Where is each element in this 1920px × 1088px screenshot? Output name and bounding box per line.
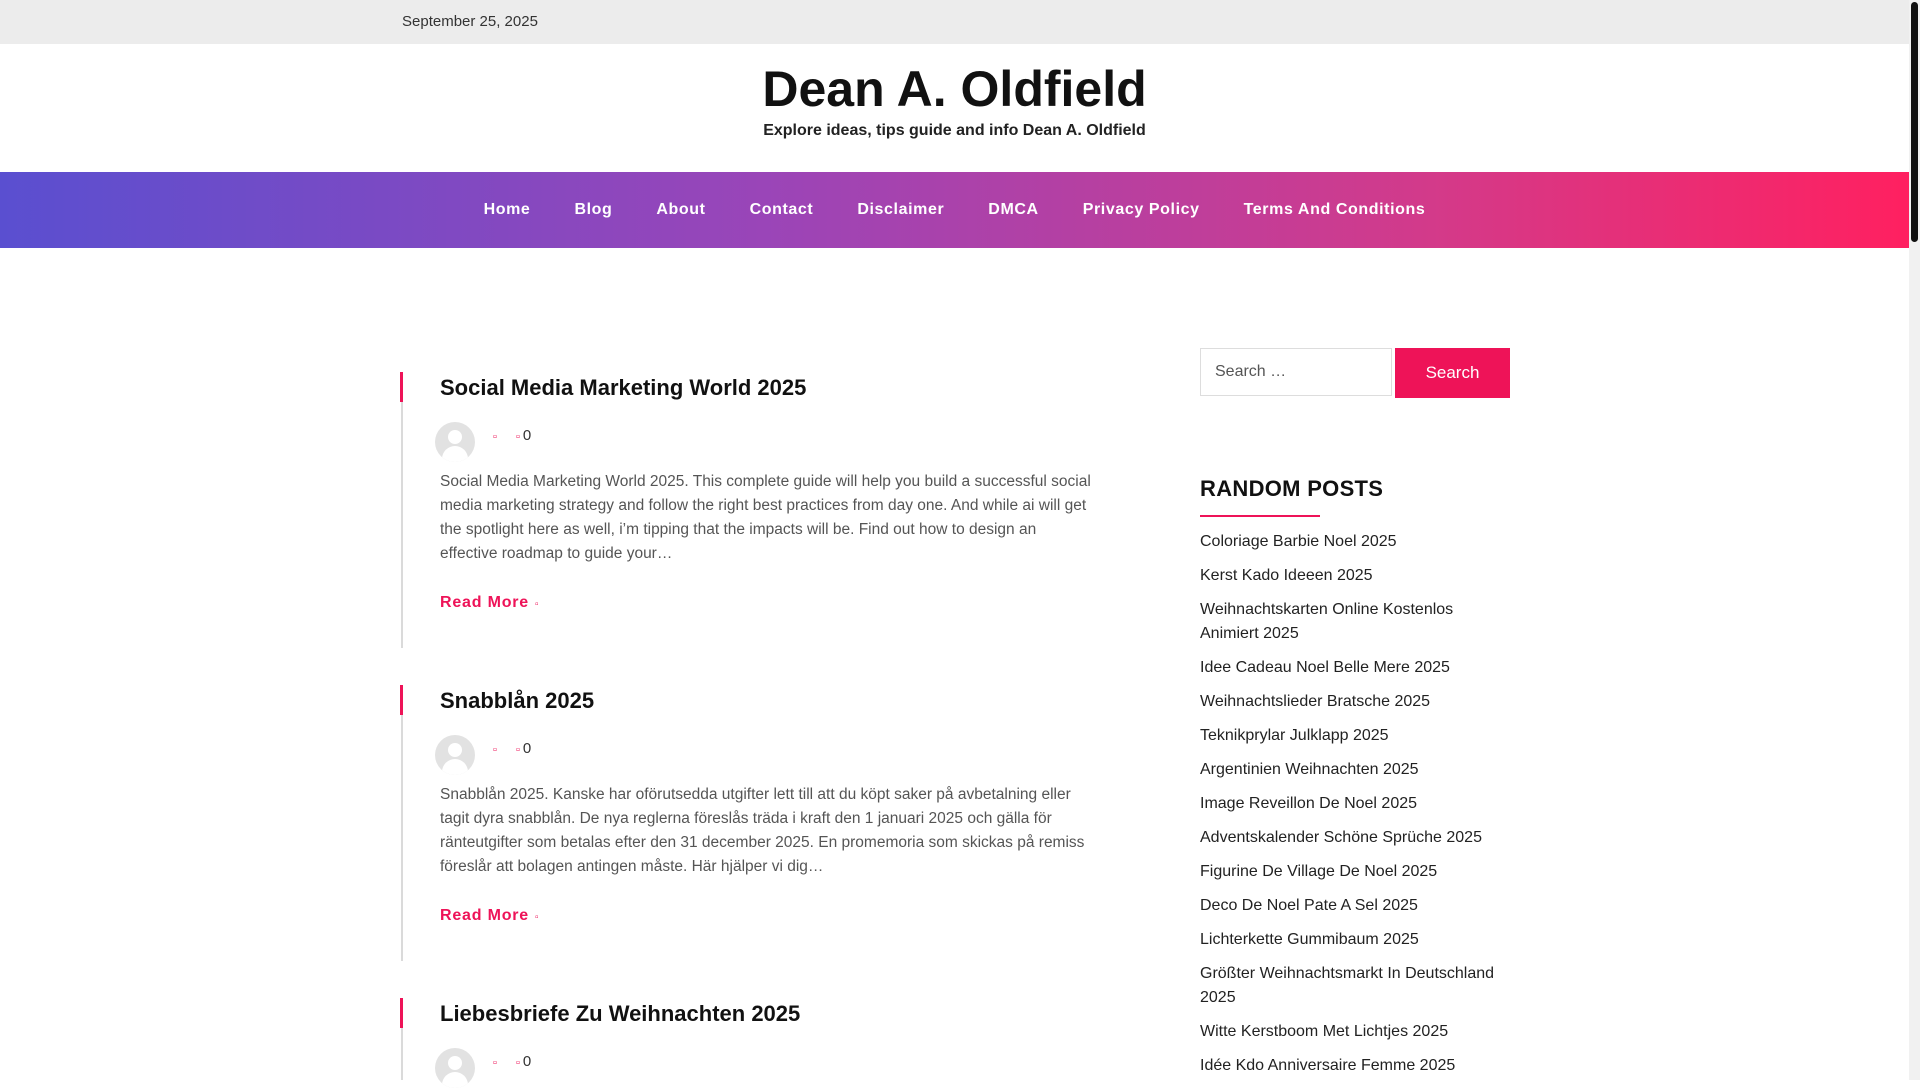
post-accent-bar xyxy=(400,685,403,715)
comment-icon: ▫ xyxy=(516,431,520,443)
avatar-head xyxy=(448,743,462,757)
comment-icon: ▫ xyxy=(516,744,520,756)
post-excerpt: Social Media Marketing World 2025. This complete guide will help you build a successful social media marketing strategy and follow the right best practices from day one. And while ai will get the spotlight here as well, i’m tipping that the impacts will be. Find out how to design an effective roadmap to guide your… xyxy=(440,473,1091,562)
scrollbar-thumb[interactable] xyxy=(1911,2,1918,242)
nav-item-blog[interactable]: Blog xyxy=(574,201,613,218)
avatar-body xyxy=(442,759,468,775)
post-divider-line xyxy=(401,715,403,961)
read-more-link[interactable] xyxy=(440,594,539,612)
post-divider-line xyxy=(401,1028,403,1080)
main-navigation xyxy=(0,172,1909,248)
random-post-link[interactable]: Kerst Kado Ideeen 2025 xyxy=(1200,567,1373,584)
post-title[interactable]: Liebesbriefe Zu Weihnachten 2025 xyxy=(440,1001,801,1026)
comment-count-value: 0 xyxy=(522,1053,532,1070)
random-posts-underline xyxy=(1200,515,1320,517)
avatar-body xyxy=(442,1072,468,1088)
post-excerpt: Snabblån 2025. Kanske har oförutsedda utgifter lett till att du köpt saker på avbetalning eller tagit dyra snabblån. De nya reglerna föreslås träda i kraft den 1 januari 2025 och gälla för ränteutgifter som betalas efter den 31 december 2025. En promemoria som skickas på remiss föreslår att bolagen antingen måste. Här hjälper vi dig… xyxy=(440,786,1085,875)
calendar-icon[interactable]: ▫ xyxy=(493,1057,497,1069)
random-post-link[interactable]: Argentinien Weihnachten 2025 xyxy=(1200,761,1419,778)
avatar-body xyxy=(442,446,468,462)
nav-item-dmca[interactable]: DMCA xyxy=(988,201,1039,218)
comment-count-value: 0 xyxy=(522,740,532,757)
comment-count[interactable] xyxy=(516,427,531,444)
nav-item-privacy-policy[interactable]: Privacy Policy xyxy=(1082,201,1200,218)
page-scrollbar[interactable] xyxy=(1909,0,1920,1080)
random-post-link[interactable]: Adventskalender Schöne Sprüche 2025 xyxy=(1200,829,1482,846)
comment-count[interactable] xyxy=(516,1053,531,1070)
random-post-link[interactable]: Teknikprylar Julklapp 2025 xyxy=(1200,727,1389,744)
avatar-head xyxy=(448,430,462,444)
random-posts-title: RANDOM POSTS xyxy=(1200,476,1384,501)
random-post-link[interactable]: Idée Kdo Anniversaire Femme 2025 xyxy=(1200,1057,1456,1074)
nav-item-contact[interactable]: Contact xyxy=(749,201,814,218)
random-post-link[interactable]: Lichterkette Gummibaum 2025 xyxy=(1200,931,1419,948)
random-post-link[interactable]: Größter Weihnachtsmarkt In Deutschland 2025 xyxy=(1200,965,1495,1006)
avatar-head xyxy=(448,1056,462,1070)
read-more-label: Read More xyxy=(440,594,529,611)
random-post-link[interactable]: Idee Cadeau Noel Belle Mere 2025 xyxy=(1200,659,1450,676)
chevron-right-icon: ▫ xyxy=(535,912,540,923)
author-avatar[interactable] xyxy=(435,735,475,775)
nav-item-disclaimer[interactable]: Disclaimer xyxy=(857,201,945,218)
chevron-right-icon: ▫ xyxy=(535,599,540,610)
read-more-link[interactable] xyxy=(440,907,539,925)
author-avatar[interactable] xyxy=(435,422,475,462)
author-avatar[interactable] xyxy=(435,1048,475,1088)
search-button[interactable]: Search xyxy=(1395,348,1510,398)
site-description: Explore ideas, tips guide and info Dean A. Oldfield xyxy=(763,122,1146,139)
random-post-link[interactable]: Weihnachtskarten Online Kostenlos Animiert 2025 xyxy=(1200,601,1454,642)
nav-item-about[interactable]: About xyxy=(656,201,706,218)
post-title[interactable]: Snabblån 2025 xyxy=(440,688,595,713)
nav-item-terms[interactable]: Terms And Conditions xyxy=(1243,201,1426,218)
comment-count-value: 0 xyxy=(522,427,532,444)
calendar-icon[interactable]: ▫ xyxy=(493,431,497,443)
comment-icon: ▫ xyxy=(516,1057,520,1069)
comment-count[interactable] xyxy=(516,740,531,757)
site-title[interactable]: Dean A. Oldfield xyxy=(762,61,1147,117)
calendar-icon[interactable]: ▫ xyxy=(493,744,497,756)
top-bar xyxy=(0,0,1909,44)
random-post-link[interactable]: Coloriage Barbie Noel 2025 xyxy=(1200,533,1397,550)
random-post-link[interactable]: Witte Kerstboom Met Lichtjes 2025 xyxy=(1200,1023,1449,1040)
post-divider-line xyxy=(401,402,403,648)
random-post-link[interactable]: Figurine De Village De Noel 2025 xyxy=(1200,863,1438,880)
random-posts-list xyxy=(1200,530,1510,1088)
post-accent-bar xyxy=(400,372,403,402)
site-header xyxy=(0,44,1909,172)
post-accent-bar xyxy=(400,998,403,1028)
current-date: September 25, 2025 xyxy=(402,13,538,30)
post-title[interactable]: Social Media Marketing World 2025 xyxy=(440,375,807,400)
read-more-label: Read More xyxy=(440,907,529,924)
random-post-link[interactable]: Image Reveillon De Noel 2025 xyxy=(1200,795,1418,812)
search-input[interactable]: Search … xyxy=(1200,348,1392,396)
random-post-link[interactable]: Weihnachtslieder Bratsche 2025 xyxy=(1200,693,1431,710)
random-post-link[interactable]: Deco De Noel Pate A Sel 2025 xyxy=(1200,897,1418,914)
nav-item-home[interactable]: Home xyxy=(483,201,531,218)
